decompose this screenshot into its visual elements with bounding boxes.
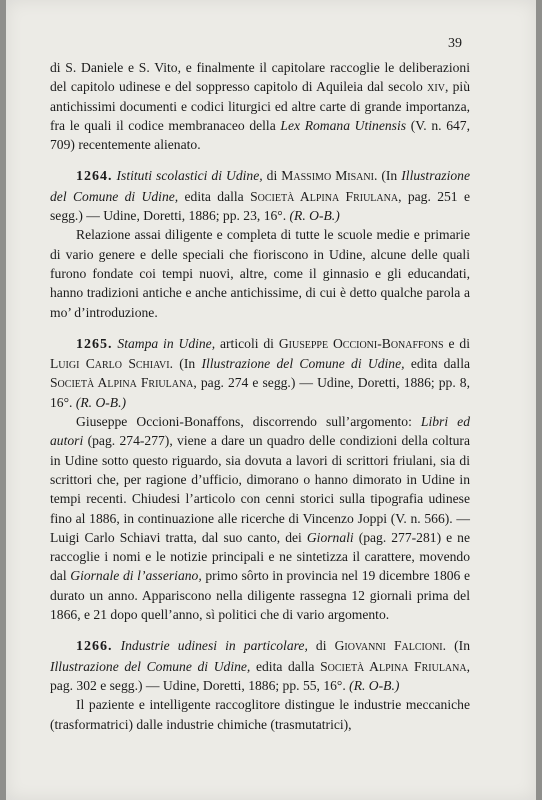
entry-title: Istituti scolastici di Udine, (116, 168, 263, 184)
intro-italic-title: Lex Romana Utinensis (280, 117, 407, 133)
entry-text: primo sôrto in provincia nel 19 dicembre 1806 e durato un anno. Appariscono nella diligente rassegna 12 giornali prima del 1866, e 21 dopo quell’anno, sì politici che di vario argomento. (50, 568, 470, 623)
entry-text: . (In (373, 168, 402, 184)
entry-publisher: Società Alpina Friulana (320, 658, 467, 674)
entry-text: e di (443, 335, 470, 351)
intro-century: xiv (427, 79, 445, 95)
entry-text: edita dalla (250, 658, 321, 674)
entry-text: , pag. 251 e segg.) — Udine, Doretti, 1886; pp. 23, 16°. (50, 188, 470, 224)
entry-author: Massimo Misani (281, 168, 374, 184)
book-page (6, 0, 536, 800)
entry-ref: (R. O-B.) (75, 394, 127, 410)
entry-citation-title: Illustrazione del Comune di Udine, (201, 356, 405, 372)
entry-author: Giovanni Falcioni (334, 638, 443, 654)
entry-text: . (In (442, 638, 470, 654)
entry-1264-description: Relazione assai diligente e completa di tutte le scuole medie e primarie di vario genere e delle speciali che fioriscono in Udine, alcune delle quali furono fondate coi tempi nuovi, altre, come il ginnasio e gli educandati, hanno tradizioni antiche e anche antichissime, di cui è detto qualche parola a mo’ d’introduzione. (50, 227, 470, 320)
entry-number: 1264. (76, 169, 113, 185)
entry-italic: Libri ed autori (50, 414, 470, 449)
entry-1266-header (50, 636, 470, 695)
entry-citation-title: Illustrazione del Comune di Udine, (50, 168, 470, 204)
entry-text: di (307, 638, 335, 654)
entry-text: di (262, 168, 282, 184)
entry-1265-header (50, 334, 470, 412)
entry-1264-header (50, 166, 470, 225)
intro-text: , più antichissimi documenti e codici liturgici ed altre carte di grande importanza, fra le quali il codice membranaceo della (50, 79, 470, 133)
entry-citation-title: Illustrazione del Comune di Udine, (50, 658, 251, 674)
entry-italic: Giornali (306, 529, 354, 545)
entry-text: edita dalla (178, 188, 251, 204)
entry-ref: (R. O-B.) (289, 208, 340, 224)
intro-text: di S. Daniele e S. Vito, e finalmente il capitolare raccoglie le deliberazioni del capitolo udinese e del soppresso capitolo di Aquileia dal secolo (50, 60, 470, 95)
entry-text: . (In (169, 356, 202, 372)
entry-text: , pag. 302 e segg.) — Udine, Doretti, 1886; pp. 55, 16°. (50, 658, 471, 693)
entry-publisher: Società Alpina Friulana (250, 188, 399, 204)
intro-text: (V. n. 647, 709) recentemente alienato. (50, 117, 470, 153)
entry-publisher: Società Alpina Friulana (50, 375, 194, 391)
entry-ref: (R. O-B.) (349, 677, 400, 693)
entry-1265-description (50, 412, 470, 624)
entry-text: , pag. 274 e segg.) — Udine, Doretti, 1886; pp. 8, 16°. (50, 375, 470, 410)
intro-paragraph (50, 58, 470, 154)
entry-author: Giuseppe Occioni-Bonaffons (278, 335, 444, 351)
entry-text: (pag. 277-281) e ne raccoglie i nomi e le notizie principali e ne sintetizza il carattere, movendo dal (50, 529, 470, 584)
entry-text: Giuseppe Occioni-Bonaffons, discorrendo sull’argomento: (76, 414, 421, 430)
entry-text: articoli di (215, 335, 279, 351)
entry-author: Luigi Carlo Schiavi (50, 356, 170, 372)
entry-1266-description: Il paziente e intelligente raccoglitore distingue le industrie meccaniche (trasformatrici) dalle industrie chimiche (trasmutatrici), (50, 697, 470, 732)
entry-title: Industrie udinesi in particolare, (120, 638, 308, 654)
entry-italic: Giornale di l’asseriano, (70, 568, 202, 584)
page-body (50, 58, 470, 734)
entry-number: 1265. (76, 336, 113, 352)
entry-number: 1266. (76, 639, 113, 655)
entry-title: Stampa in Udine, (117, 335, 216, 351)
entry-text: edita dalla (404, 356, 471, 372)
entry-text: (pag. 274-277), viene a dare un quadro delle condizioni della coltura in Udine sotto questo riguardo, sia dovuta a lavori di scrittori friulani, sia di scrittori che, per ragione d’ufficio, dimorano o hanno dimorato in Udine in tempi recenti. Chiudesi l’articolo con cenni storici sulla tipografia udinese fino al 1886, in continuazione alle ricerche di Vincenzo Joppi (V. n. 566). — Luigi Carlo Schiavi tratta, dal suo canto, dei (50, 433, 470, 545)
page-number: 39 (448, 36, 462, 51)
